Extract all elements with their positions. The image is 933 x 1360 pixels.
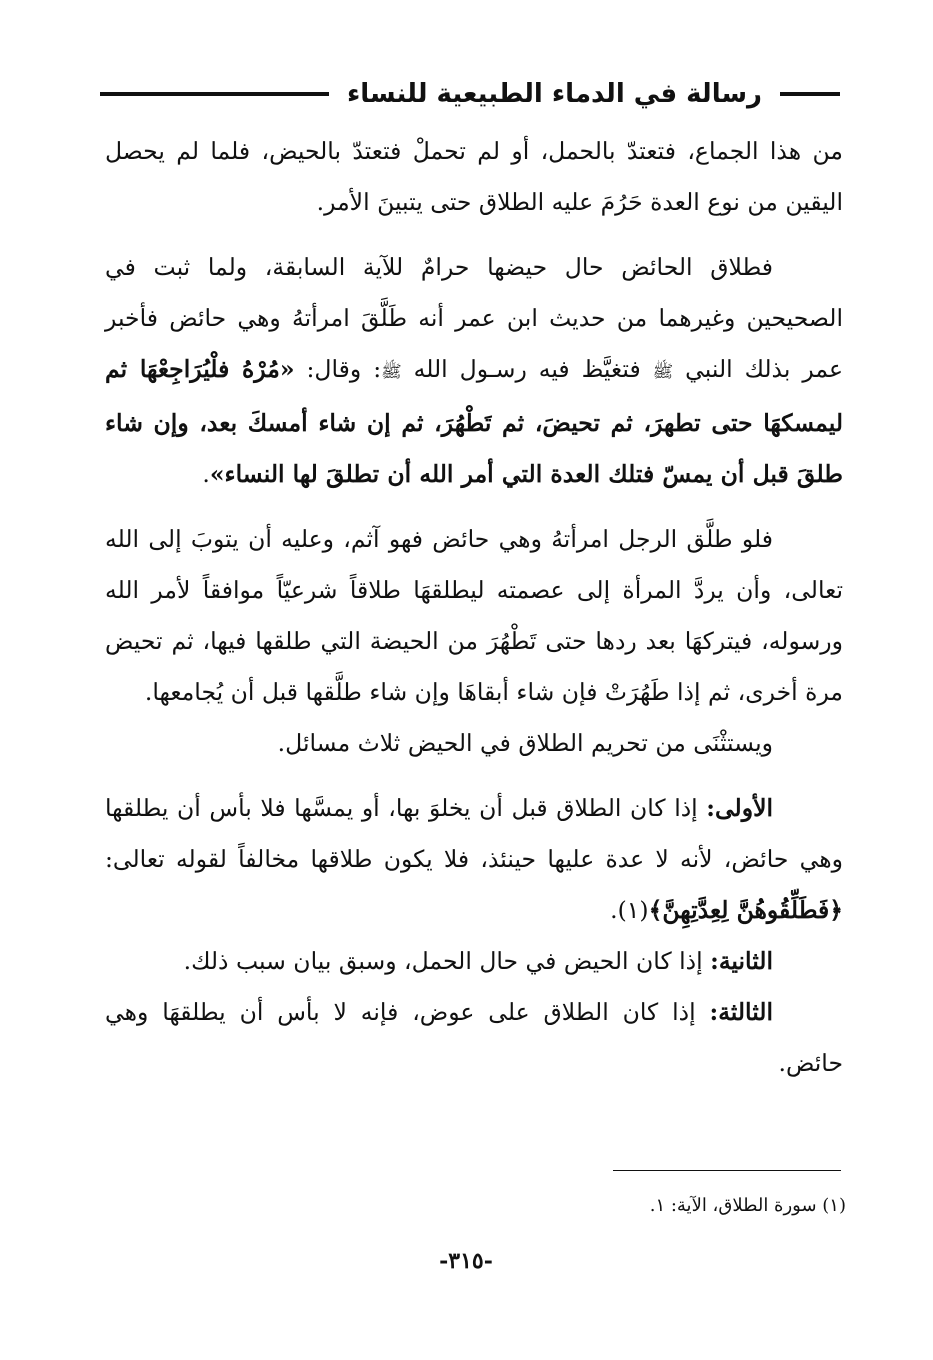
- first-case-label: الأولى:: [706, 794, 773, 822]
- third-case-text: إذا كان الطلاق على عوض، فإنه لا بأس أن يطلقهَا وهي حائض.: [105, 998, 843, 1077]
- paragraph-1: من هذا الجماع، فتعتدّ بالحمل، أو لم تحملْ فتعتدّ بالحيض، فلما لم يحصل اليقين من نوع العدة حَرُمَ عليه الطلاق حتى يتبينَ الأمر.: [105, 137, 843, 216]
- first-case-text: إذا كان الطلاق قبل أن يخلوَ بها، أو يمسَّها فلا بأس أن يطلقها وهي حائض، لأنه لا عدة عليها حينئذ، فلا يكون طلاقها مخالفاً لقوله تعالى:: [105, 794, 843, 873]
- paragraph-7: [105, 987, 843, 1089]
- page-number: -٣١٥-: [439, 1248, 493, 1274]
- footnote: (١) سورة الطلاق، الآية: ١.: [649, 1195, 846, 1216]
- paragraph-2-said: : وقال:: [306, 355, 382, 383]
- footnote-divider: [613, 1170, 841, 1171]
- paragraph-5: [105, 783, 843, 936]
- paragraph-2-middle: فتغيَّظ فيه رسـول الله: [413, 355, 641, 383]
- paragraph-6: [105, 936, 843, 987]
- hadith-quote: «مُرْهُ فلْيُرَاجِعْهَا ثم ليمسكهَا حتى تطهرَ، ثم تحيضَ، ثم تَطْهُرَ، ثم إن شاء أمسكَ بعد، وإن شاء طلقَ قبل أن يمسّ فتلك العدة التي أمر الله أن تطلقَ لها النساء»: [105, 355, 843, 488]
- salla-symbol-1: ﷺ: [652, 362, 674, 382]
- paragraph-2-end: .: [202, 460, 210, 488]
- quran-verse: ﴿فَطَلِّقُوهُنَّ لِعِدَّتِهِنَّ﴾: [648, 896, 843, 924]
- header-rule-left: [100, 92, 329, 96]
- body-text: [105, 126, 843, 1089]
- second-case-text: إذا كان الحيض في حال الحمل، وسبق بيان سبب ذلك.: [183, 947, 703, 975]
- paragraph-2-intro: فطلاق الحائض حال حيضها حرامٌ للآية السابقة، ولما ثبت في الصحيحين وغيرهما من حديث ابن عمر أنه طَلَّقَ امرأتهُ وهي حائض فأخبر عمر بذلك النبي: [105, 253, 843, 383]
- running-header: [100, 74, 840, 114]
- salla-symbol-2: ﷺ: [381, 362, 402, 382]
- second-case-label: الثانية:: [710, 947, 773, 975]
- paragraph-4: ويستثْنَى من تحريم الطلاق في الحيض ثلاث مسائل.: [277, 729, 773, 757]
- paragraph-2: [105, 242, 843, 500]
- header-title: رسالة في الدماء الطبيعية للنساء: [347, 79, 762, 109]
- footnote-reference: (١).: [610, 896, 649, 924]
- paragraph-3: فلو طلَّق الرجل امرأتهُ وهي حائض فهو آثم، وعليه أن يتوبَ إلى الله تعالى، وأن يردَّ المرأة إلى عصمته ليطلقهَا طلاقاً شرعيّاً موافقاً لأمر الله ورسوله، فيتركهَا بعد ردها حتى تَطْهُرَ من الحيضة التي طلقها فيها، ثم تحيض مرة أخرى، ثم إذا طَهُرَتْ فإن شاء أبقاهَا وإن شاء طلَّقها قبل أن يُجامعها.: [105, 525, 843, 706]
- header-rule-right: [780, 92, 840, 96]
- third-case-label: الثالثة:: [709, 998, 773, 1026]
